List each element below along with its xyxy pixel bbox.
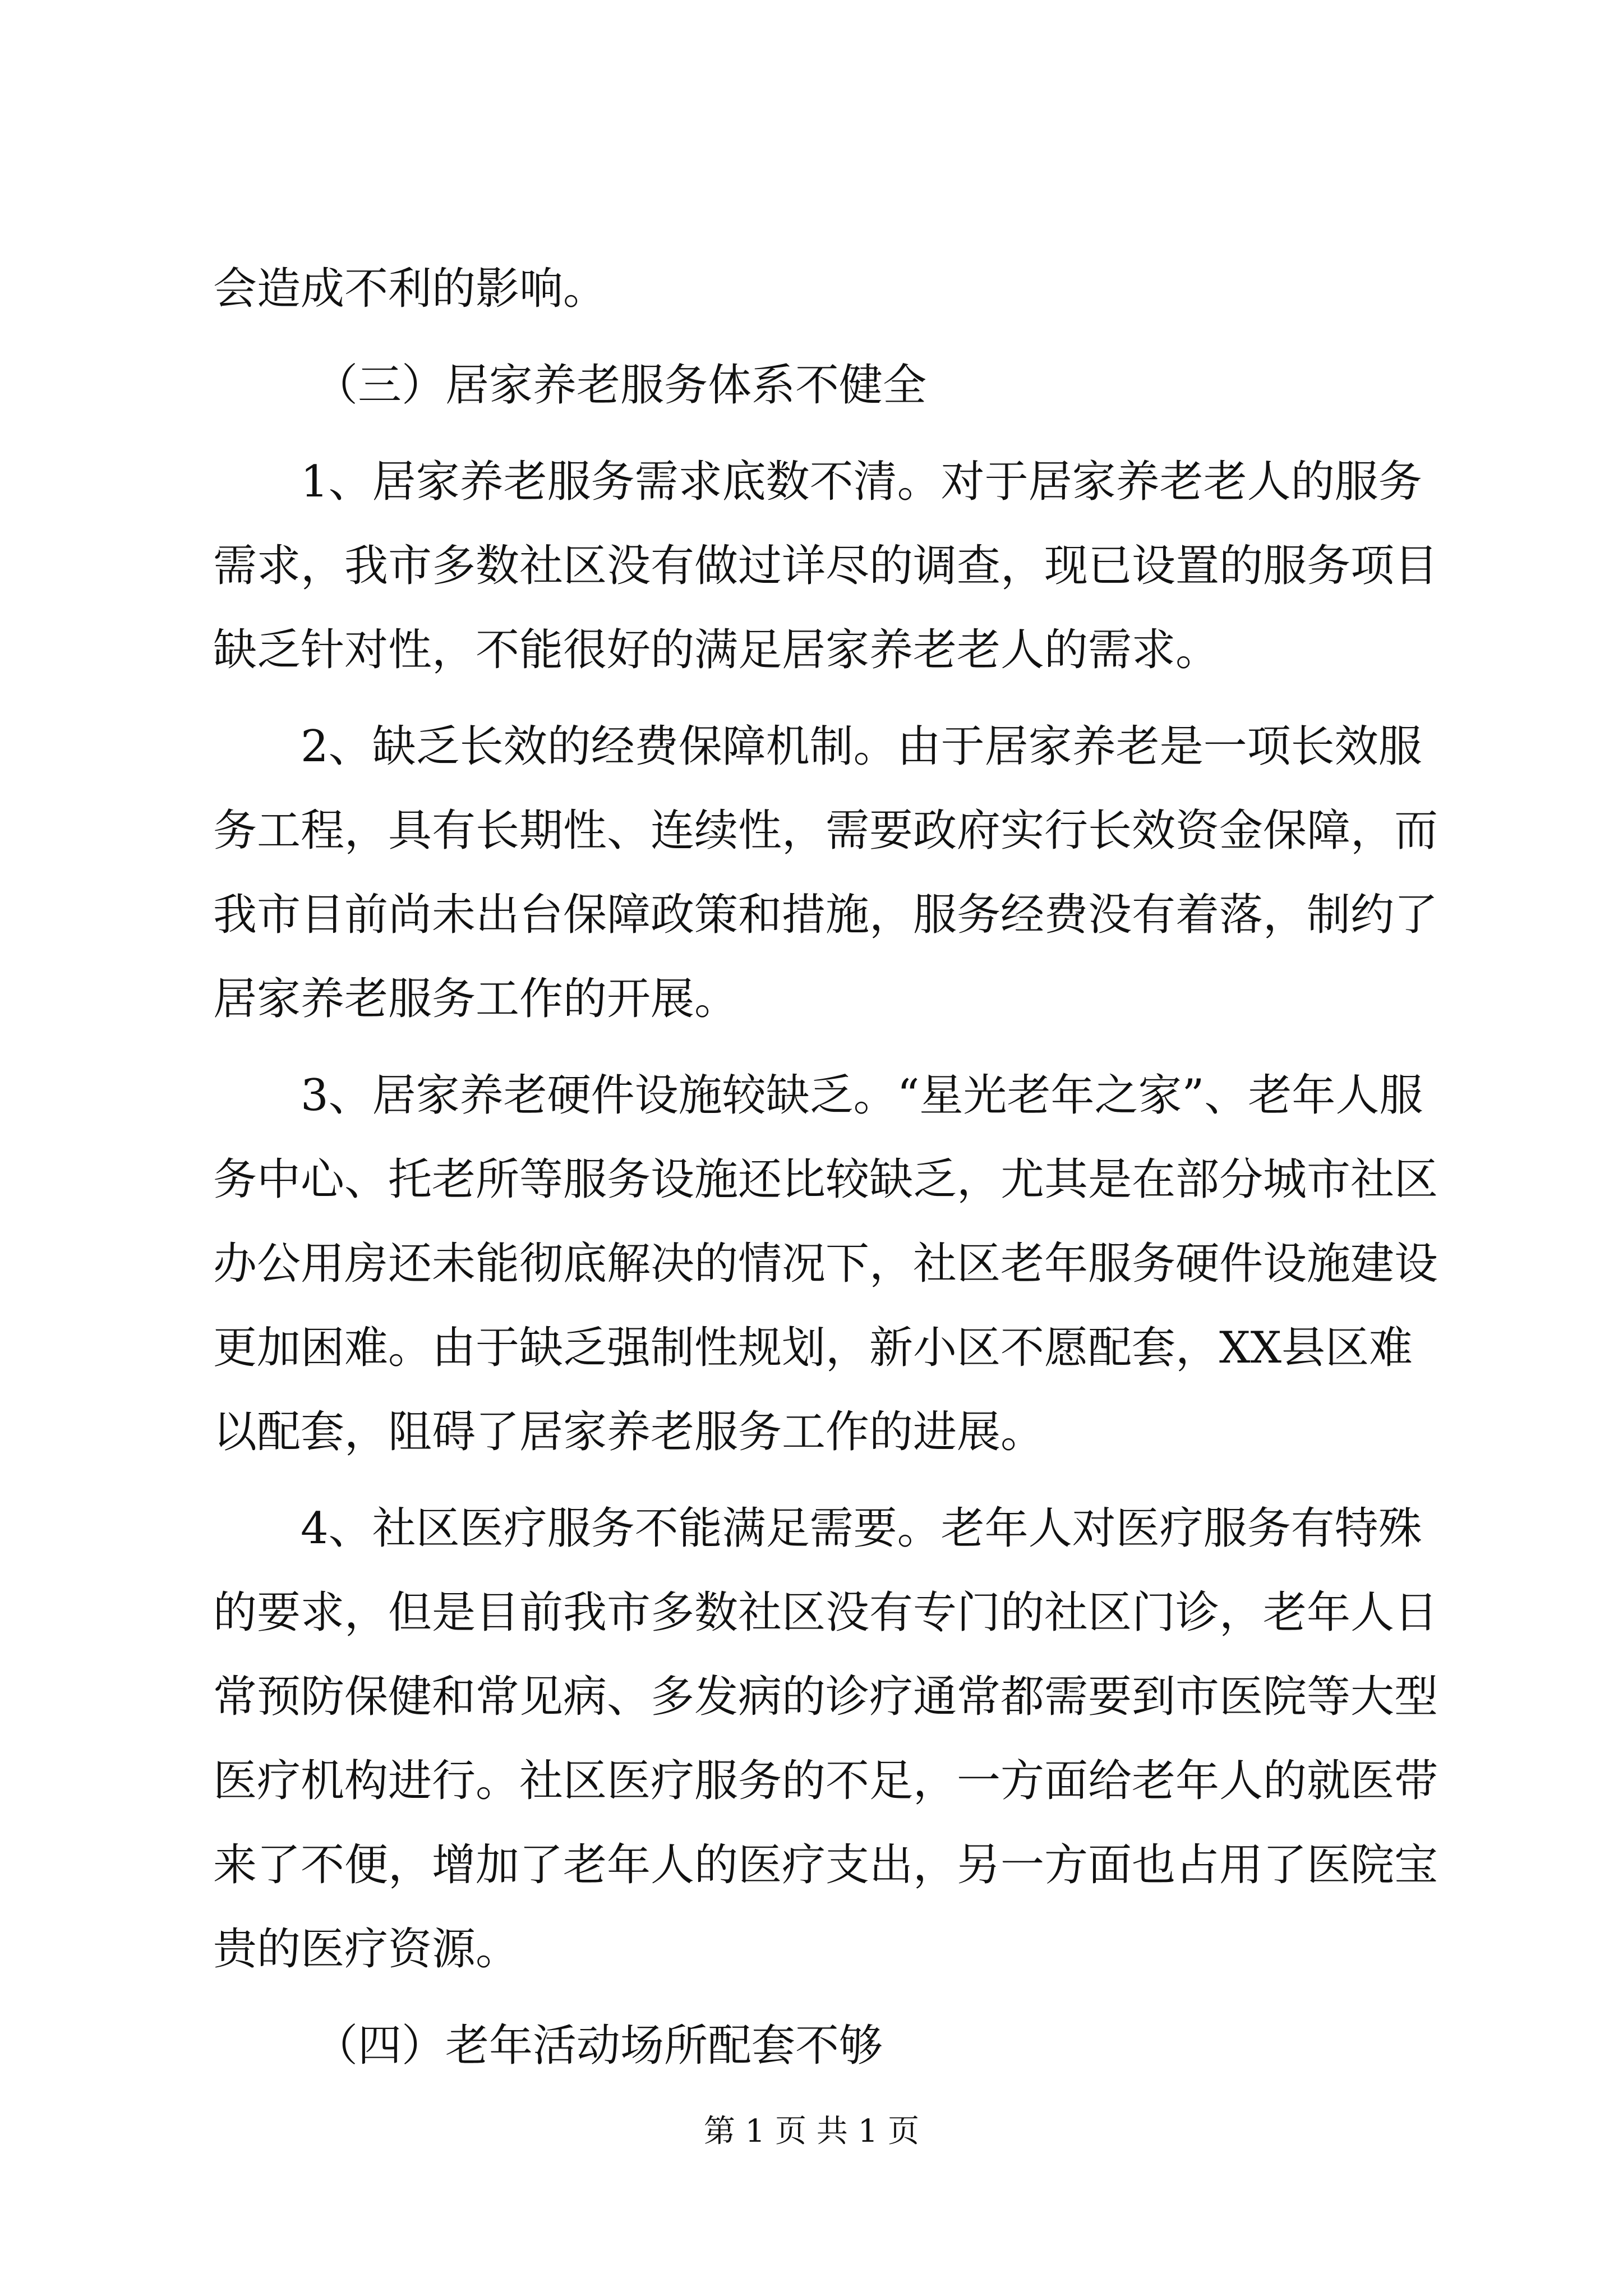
paragraph-line: 我市目前尚未出台保障政策和措施，服务经费没有着落，制约了 bbox=[213, 890, 1438, 940]
paragraph-line: 2、缺乏长效的经费保障机制。由于居家养老是一项长效服 bbox=[301, 721, 1422, 772]
paragraph-line: 贵的医疗资源。 bbox=[213, 1924, 520, 1975]
paragraph-line: 居家养老服务工作的开展。 bbox=[213, 974, 739, 1024]
paragraph-line: 务中心、托老所等服务设施还比较缺乏，尤其是在部分城市社区 bbox=[213, 1154, 1438, 1205]
paragraph-line: 缺乏针对性，不能很好的满足居家养老老人的需求。 bbox=[213, 625, 1220, 675]
paragraph-line: 来了不便，增加了老年人的医疗支出，另一方面也占用了医院宝 bbox=[213, 1840, 1438, 1890]
paragraph-line: 3、居家养老硬件设施较缺乏。“星光老年之家”、老年人服 bbox=[301, 1070, 1423, 1121]
section-heading: （三）居家养老服务体系不健全 bbox=[314, 360, 927, 411]
page-number-footer: 第 1 页 共 1 页 bbox=[703, 2113, 920, 2150]
paragraph-line: 务工程，具有长期性、连续性，需要政府实行长效资金保障，而 bbox=[213, 806, 1438, 856]
paragraph-line: 1、居家养老服务需求底数不清。对于居家养老老人的服务 bbox=[301, 457, 1422, 507]
paragraph-line: 需求，我市多数社区没有做过详尽的调查，现已设置的服务项目 bbox=[213, 541, 1438, 591]
paragraph-line: 更加困难。由于缺乏强制性规划，新小区不愿配套，XX县区难 bbox=[213, 1323, 1413, 1373]
paragraph-line: 会造成不利的影响。 bbox=[213, 264, 607, 314]
paragraph-line: 4、社区医疗服务不能满足需要。老年人对医疗服务有特殊 bbox=[301, 1503, 1422, 1554]
paragraph-line: 常预防保健和常见病、多发病的诊疗通常都需要到市医院等大型 bbox=[213, 1672, 1438, 1722]
paragraph-line: 以配套，阻碍了居家养老服务工作的进展。 bbox=[213, 1407, 1045, 1457]
section-heading: （四）老年活动场所配套不够 bbox=[314, 2021, 883, 2071]
paragraph-line: 医疗机构进行。社区医疗服务的不足，一方面给老年人的就医带 bbox=[213, 1756, 1438, 1806]
document-body bbox=[213, 247, 1438, 2088]
paragraph-line: 的要求，但是目前我市多数社区没有专门的社区门诊，老年人日 bbox=[213, 1588, 1438, 1638]
paragraph-line: 办公用房还未能彻底解决的情况下，社区老年服务硬件设施建设 bbox=[213, 1239, 1438, 1289]
